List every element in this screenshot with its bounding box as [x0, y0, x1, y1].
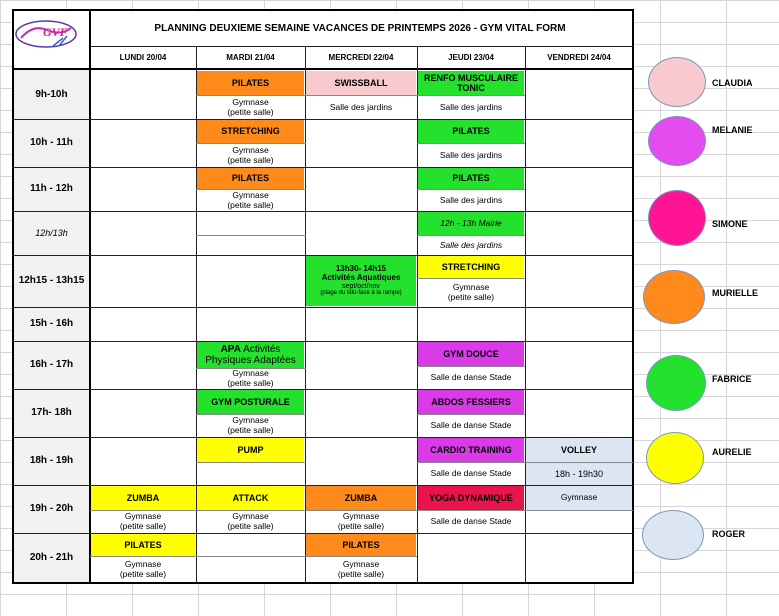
grid-line	[89, 9, 91, 584]
aquatic-place: (plage du lido-face à la rampe)	[320, 290, 402, 297]
grid-line	[196, 189, 306, 190]
event-attack[interactable]: ATTACK	[197, 486, 304, 510]
event-swissball[interactable]: SWISSBALL	[306, 71, 416, 95]
grid-line	[12, 485, 633, 486]
event-location: Gymnase (petite salle)	[119, 558, 167, 579]
grid-line	[12, 341, 633, 342]
event-location: Gymnase (petite salle)	[227, 511, 274, 531]
aquatic-months: sept/oct/nov	[342, 282, 380, 290]
time-12-13: 12h/13h	[35, 227, 68, 238]
event-location: Salle de danse Stade	[430, 420, 512, 431]
gym-vital-form-logo	[13, 16, 79, 50]
event-location: Gymnase (petite salle)	[119, 511, 167, 531]
grid-line	[12, 119, 633, 120]
time-17-18: 17h- 18h	[31, 407, 72, 419]
event-location: Gymnase (petite salle)	[227, 144, 274, 165]
event-location: Gymnase (petite salle)	[227, 190, 274, 210]
grid-line	[196, 368, 306, 369]
grid-line	[12, 255, 633, 256]
grid-line	[417, 278, 525, 279]
legend-name-simone: SIMONE	[712, 219, 748, 229]
event-mairie[interactable]: 12h - 13h Mairie	[418, 212, 524, 235]
table-border	[632, 9, 634, 584]
grid-line	[417, 189, 525, 190]
event-location: Gymnase (petite salle)	[227, 369, 274, 388]
day-header-wed: MERCREDI 22/04	[328, 53, 394, 63]
event-location: Gymnase (petite salle)	[227, 96, 274, 117]
grid-line	[196, 46, 197, 583]
grid-line	[12, 307, 633, 308]
grid-line	[196, 235, 306, 236]
event-location: Salle des jardins	[439, 194, 503, 205]
event-zumba[interactable]: ZUMBA	[91, 486, 195, 510]
legend-swatch-fabrice	[646, 355, 706, 411]
grid-line	[12, 167, 633, 168]
event-gym-douce[interactable]: GYM DOUCE	[418, 342, 524, 366]
legend-swatch-claudia	[648, 57, 706, 107]
grid-line	[12, 533, 633, 534]
event-location: Gymnase (petite salle)	[227, 415, 274, 435]
day-header-thu: JEUDI 23/04	[448, 53, 494, 63]
event-renfo-musculaire[interactable]: RENFO MUSCULAIRE TONIC	[418, 71, 524, 95]
grid-line	[12, 68, 634, 70]
event-location: Salle des jardins	[439, 239, 503, 250]
table-border	[12, 9, 634, 11]
legend-swatch-simone	[648, 190, 706, 246]
event-pilates[interactable]: PILATES	[418, 168, 524, 189]
event-volley-time: 18h - 19h30	[526, 463, 632, 485]
table-border	[12, 582, 634, 584]
event-pilates[interactable]: PILATES	[91, 534, 195, 556]
legend-swatch-melanie	[648, 116, 706, 166]
event-stretching[interactable]: STRETCHING	[197, 120, 304, 143]
legend-name-murielle: MURIELLE	[712, 288, 758, 298]
grid-line	[12, 437, 633, 438]
event-yoga-dynamique[interactable]: YOGA DYNAMIQUE	[418, 486, 524, 510]
event-location: Salle des jardins	[439, 149, 503, 160]
aquatic-title: Activités Aquatiques	[321, 272, 401, 282]
event-abdos-fessiers[interactable]: ABDOS FESSIERS	[418, 390, 524, 414]
grid-line	[196, 143, 306, 144]
day-header-fri: VENDREDI 24/04	[547, 53, 611, 63]
event-location: Salle des jardins	[439, 101, 503, 112]
legend-swatch-roger	[642, 510, 704, 560]
grid-line	[417, 143, 525, 144]
grid-line	[417, 462, 633, 463]
event-cardio-training[interactable]: CARDIO TRAINING	[418, 438, 524, 462]
grid-line	[417, 414, 525, 415]
grid-line	[90, 46, 633, 47]
apa-acronym: APA	[220, 343, 241, 355]
legend-swatch-aurelie	[646, 432, 704, 484]
grid-line	[417, 366, 525, 367]
event-pilates[interactable]: PILATES	[197, 168, 304, 189]
event-location: Salle des jardins	[329, 101, 393, 112]
day-header-tue: MARDI 21/04	[226, 53, 275, 63]
event-pilates[interactable]: PILATES	[306, 534, 416, 556]
legend-name-aurelie: AURELIE	[712, 447, 752, 457]
event-gym-posturale[interactable]: GYM POSTURALE	[197, 390, 304, 414]
event-location: Gymnase	[526, 486, 632, 510]
aquatic-time: 13h30- 14h15	[335, 264, 387, 274]
time-15-16: 15h - 16h	[29, 318, 74, 330]
grid-line	[305, 46, 306, 583]
legend-name-claudia: CLAUDIA	[712, 78, 753, 88]
legend-swatch-murielle	[643, 270, 705, 324]
event-location: Gymnase (petite salle)	[337, 558, 385, 579]
grid-line	[417, 235, 525, 236]
time-18-19: 18h - 19h	[29, 455, 74, 467]
time-12h15-13h15: 12h15 - 13h15	[18, 275, 85, 287]
grid-line	[12, 211, 633, 212]
grid-line	[196, 462, 306, 463]
event-pilates[interactable]: PILATES	[197, 71, 304, 95]
event-location: Salle de danse Stade	[430, 372, 512, 383]
event-location: Salle de danse Stade	[430, 468, 512, 479]
legend-name-melanie: MELANIE	[712, 125, 753, 135]
legend-name-fabrice: FABRICE	[712, 374, 752, 384]
event-apa[interactable]	[197, 342, 304, 368]
grid-line	[196, 95, 525, 96]
time-10-11: 10h - 11h	[30, 137, 73, 149]
grid-line	[12, 389, 633, 390]
page-title: PLANNING DEUXIEME SEMAINE VACANCES DE PRINTEMPS 2026 - GYM VITAL FORM	[154, 23, 566, 35]
grid-line	[525, 46, 526, 583]
event-location: Gymnase (petite salle)	[337, 511, 385, 531]
time-11-12: 11h - 12h	[30, 183, 73, 195]
legend-name-roger: ROGER	[712, 529, 746, 539]
event-pump[interactable]: PUMP	[197, 438, 304, 462]
event-activites-aquatiques[interactable]	[306, 256, 416, 306]
time-20-21: 20h - 21h	[29, 552, 74, 564]
event-zumba[interactable]: ZUMBA	[306, 486, 416, 510]
grid-line	[90, 556, 417, 557]
table-border	[12, 9, 14, 584]
time-16-17: 16h - 17h	[29, 359, 74, 371]
event-volley[interactable]: VOLLEY	[526, 438, 632, 462]
day-header-mon: LUNDI 20/04	[119, 53, 167, 63]
event-location: Salle de danse Stade	[430, 516, 512, 527]
svg-text:GVF: GVF	[43, 25, 68, 39]
time-19-20: 19h - 20h	[29, 503, 74, 515]
grid-line	[417, 46, 418, 583]
apa-label: Activités Physiques Adaptées	[205, 343, 296, 366]
event-location: Gymnase (petite salle)	[447, 282, 495, 302]
event-pilates[interactable]: PILATES	[418, 120, 524, 143]
event-stretching[interactable]: STRETCHING	[418, 256, 524, 278]
grid-line	[90, 510, 633, 511]
time-9-10: 9h-10h	[35, 89, 68, 101]
grid-line	[196, 414, 306, 415]
